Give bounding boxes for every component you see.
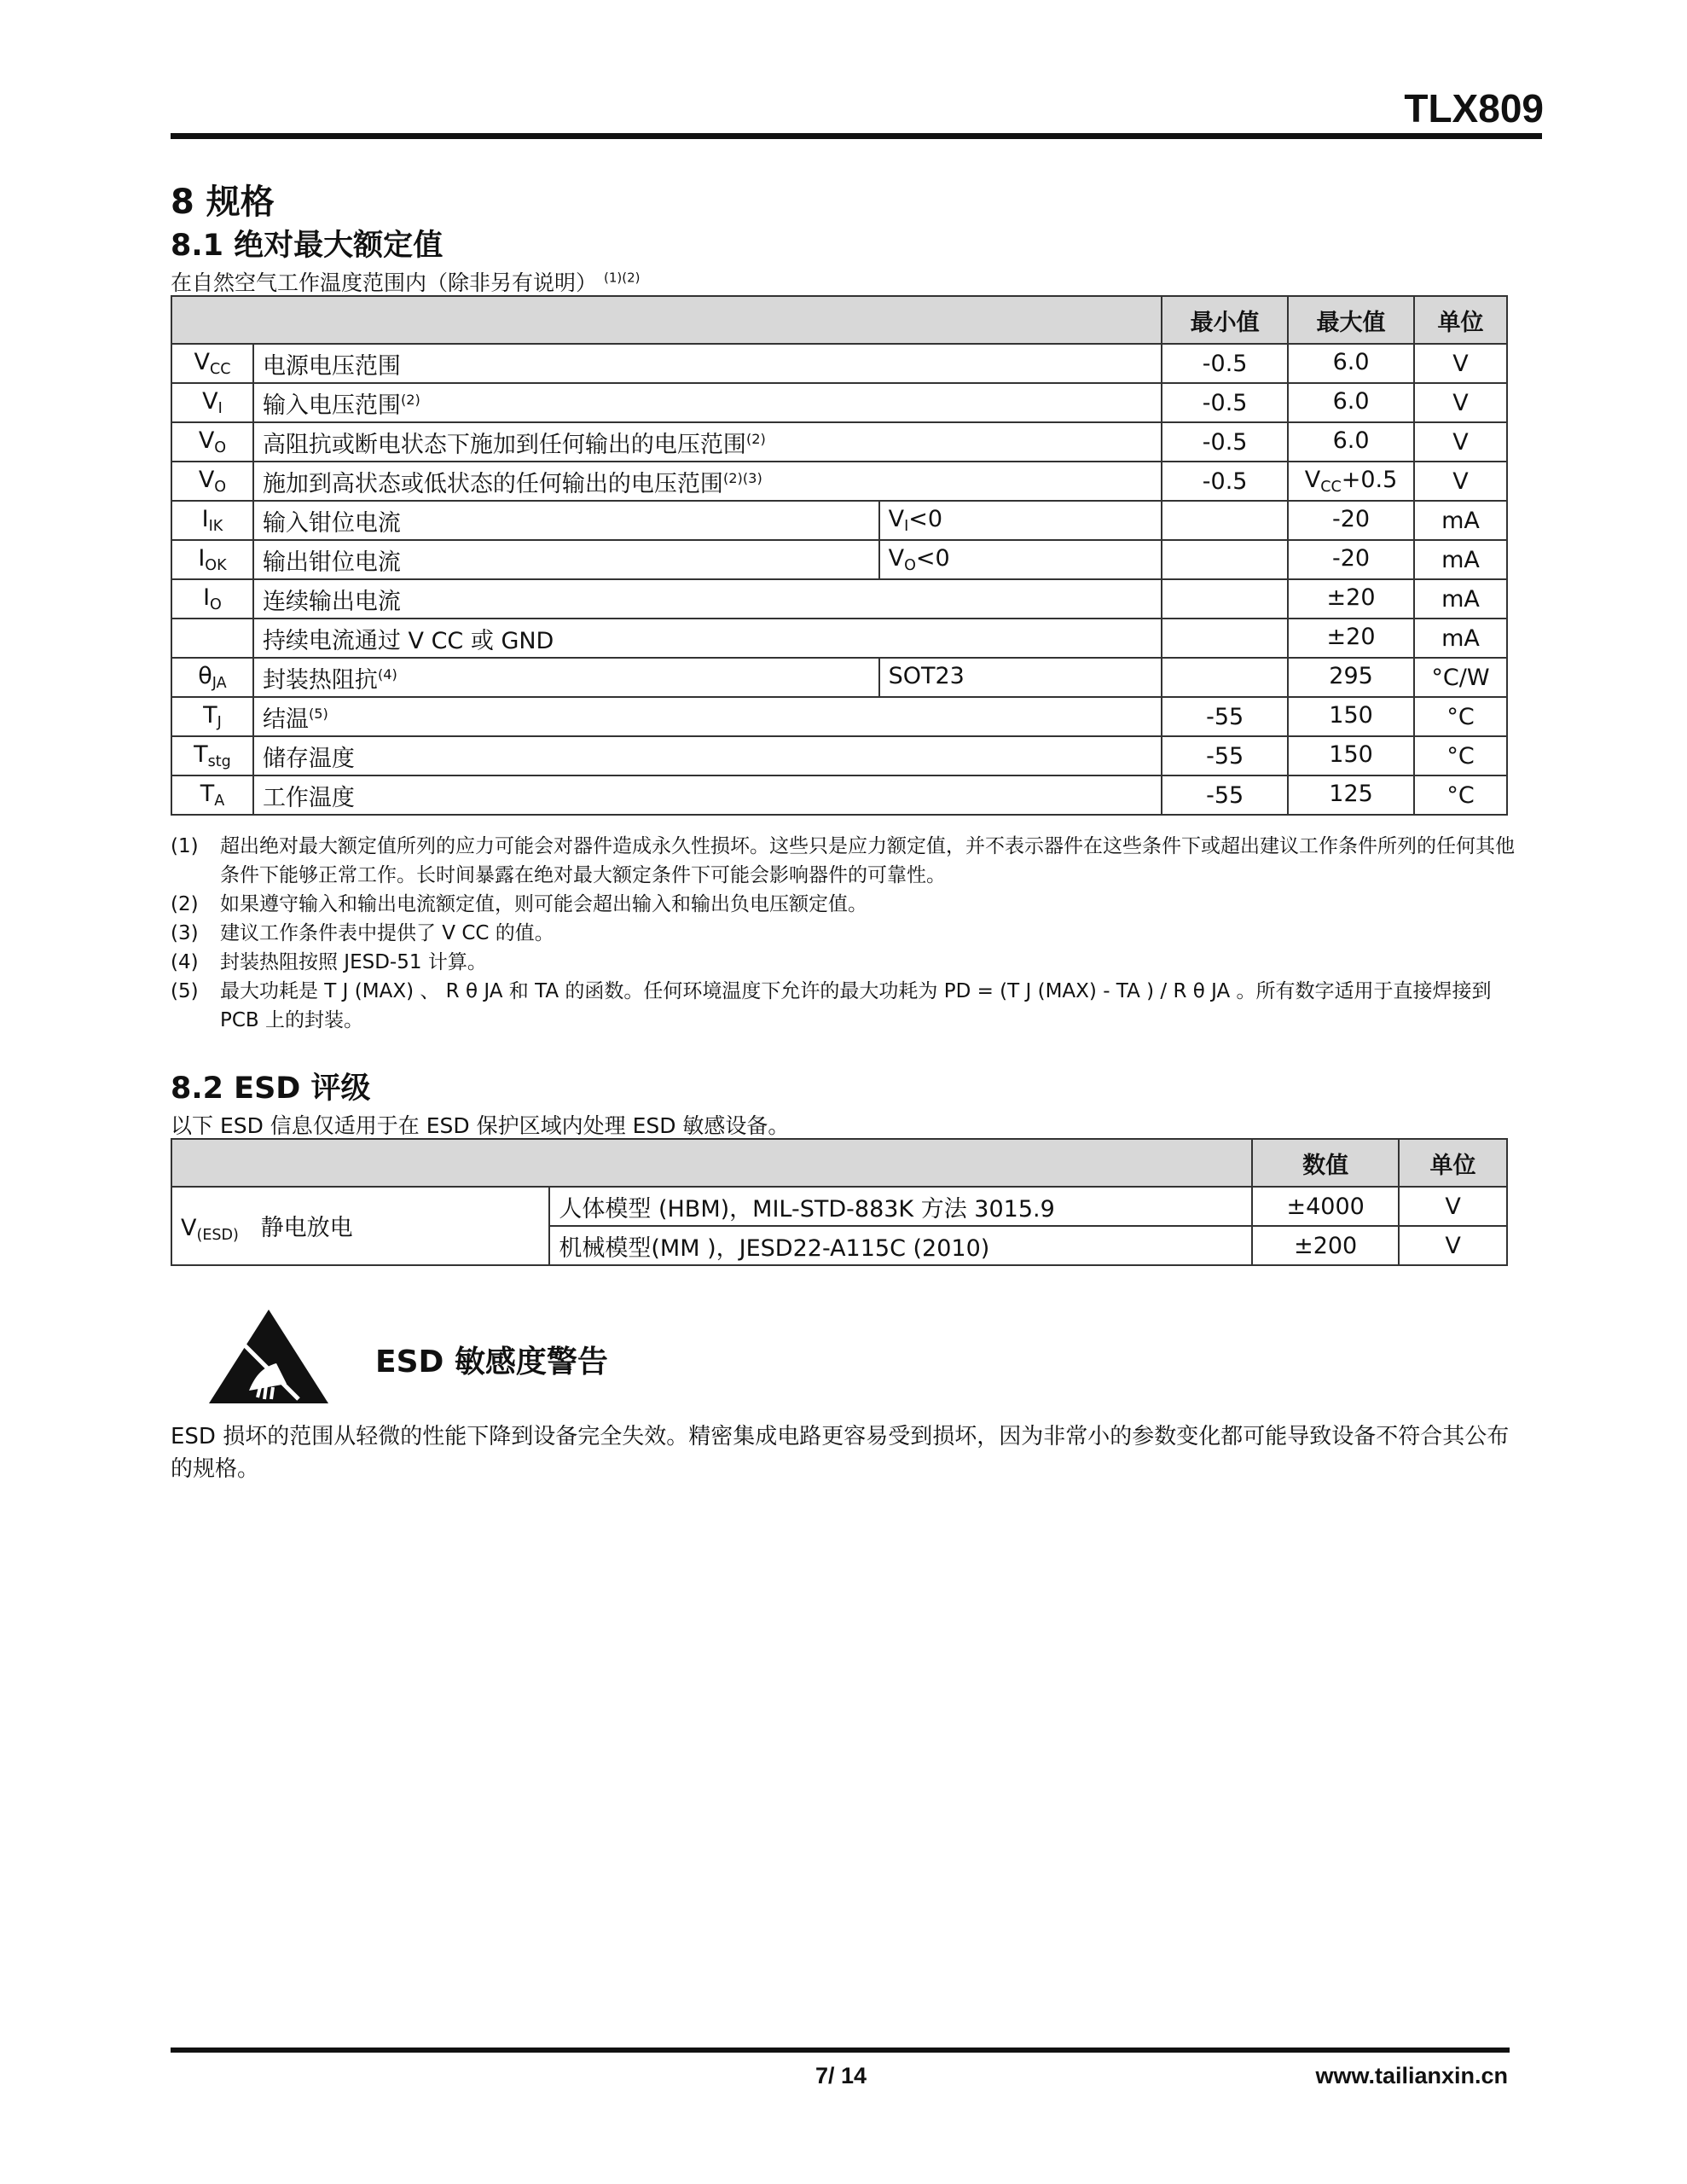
footnote	[171, 890, 1518, 919]
footer-rule	[171, 2048, 1510, 2053]
table-header-row	[171, 296, 1507, 344]
parameter-cell: 储存温度	[253, 736, 1162, 775]
esd-warning-icon	[205, 1305, 333, 1408]
symbol-cell: $T_A$	[171, 775, 253, 815]
section-81-title: 8.1 绝对最大额定值	[171, 229, 443, 263]
section-8-title: 8 规格	[171, 183, 275, 222]
footnote-number: (2)	[171, 893, 199, 915]
unit-cell: °C	[1414, 736, 1507, 775]
min-cell: -0.5	[1162, 422, 1288, 462]
max-cell: -20	[1288, 540, 1414, 579]
table-row	[171, 462, 1507, 501]
symbol-cell: $T_J$	[171, 697, 253, 736]
min-cell: -55	[1162, 775, 1288, 815]
min-cell	[1162, 579, 1288, 619]
table-row	[171, 1187, 1507, 1226]
min-cell: -0.5	[1162, 383, 1288, 422]
table-row	[171, 658, 1507, 697]
esd-model: 机械模型(MM )，JESD22-A115C (2010)	[549, 1226, 1252, 1265]
table-row	[171, 422, 1507, 462]
esd-unit: V	[1399, 1187, 1507, 1226]
table-row	[171, 775, 1507, 815]
section-81-subtitle	[171, 266, 640, 297]
footnote-number: (1)	[171, 835, 199, 857]
parameter-cell: 输出钳位电流	[253, 540, 879, 579]
max-cell: 125	[1288, 775, 1414, 815]
document-title: TLX809	[1404, 86, 1544, 131]
unit-cell: mA	[1414, 619, 1507, 658]
footnote-number: (3)	[171, 922, 199, 944]
page-number: 7/ 14	[815, 2063, 867, 2088]
condition-cell: $V_I<0$	[879, 501, 1162, 540]
esd-ratings-table	[171, 1138, 1508, 1266]
header-rule	[171, 133, 1542, 139]
esd-unit: V	[1399, 1226, 1507, 1265]
symbol-cell: $V_O$	[171, 422, 253, 462]
header-blank	[171, 296, 1162, 344]
min-cell	[1162, 501, 1288, 540]
parameter-cell: 高阻抗或断电状态下施加到任何输出的电压范围$^{(2)}$	[253, 422, 1162, 462]
table-row	[171, 540, 1507, 579]
footnote-text: 最大功耗是 T J (MAX) 、 R θ JA 和 TA 的函数。任何环境温度下允许的最大功耗为 PD = (T J (MAX) - TA ) / R θ JA 。所有数字适用于直接焊接到 PCB 上的封装。	[220, 980, 1492, 1031]
footnote	[171, 948, 1518, 977]
esd-value: ±4000	[1252, 1187, 1399, 1226]
header-max: 最大值	[1288, 296, 1414, 344]
esd-param: 静电放电	[260, 1214, 353, 1241]
symbol-cell: $V_I$	[171, 383, 253, 422]
condition-cell: SOT23	[879, 658, 1162, 697]
table-row	[171, 736, 1507, 775]
esd-symbol-param	[171, 1187, 549, 1265]
min-cell: -0.5	[1162, 344, 1288, 383]
min-cell: -55	[1162, 736, 1288, 775]
esd-warning-title: ESD 敏感度警告	[375, 1345, 608, 1380]
parameter-cell: 输入电压范围$^{(2)}$	[253, 383, 1162, 422]
esd-symbol: $V_{(ESD)}$	[181, 1214, 239, 1244]
symbol-cell	[171, 619, 253, 658]
footnote-text: 如果遵守输入和输出电流额定值，则可能会超出输入和输出负电压额定值。	[220, 893, 867, 915]
min-cell: -0.5	[1162, 462, 1288, 501]
max-cell: -20	[1288, 501, 1414, 540]
esd-header-row	[171, 1139, 1507, 1187]
esd-value: ±200	[1252, 1226, 1399, 1265]
max-cell: 150	[1288, 697, 1414, 736]
max-cell: ±20	[1288, 579, 1414, 619]
section-81-subtitle-text: 在自然空气工作温度范围内（除非另有说明）	[171, 270, 598, 295]
parameter-cell: 输入钳位电流	[253, 501, 879, 540]
parameter-cell: 连续输出电流	[253, 579, 1162, 619]
footnote	[171, 832, 1518, 890]
unit-cell: °C	[1414, 697, 1507, 736]
footnotes	[171, 832, 1518, 1035]
max-cell: $V_{CC}+0.5$	[1288, 462, 1414, 501]
footnote-number: (5)	[171, 980, 199, 1002]
table-row	[171, 383, 1507, 422]
min-cell	[1162, 619, 1288, 658]
esd-header-value: 数值	[1252, 1139, 1399, 1187]
table-row	[171, 579, 1507, 619]
unit-cell: °C/W	[1414, 658, 1507, 697]
footnote	[171, 977, 1518, 1035]
footnote-text: 建议工作条件表中提供了 V CC 的值。	[220, 922, 554, 944]
max-cell: 6.0	[1288, 383, 1414, 422]
symbol-cell: $T_{stg}$	[171, 736, 253, 775]
footnote-number: (4)	[171, 951, 199, 973]
unit-cell: V	[1414, 422, 1507, 462]
header-min: 最小值	[1162, 296, 1288, 344]
parameter-cell: 电源电压范围	[253, 344, 1162, 383]
absolute-max-ratings-table	[171, 295, 1508, 816]
section-82-subtitle: 以下 ESD 信息仅适用于在 ESD 保护区域内处理 ESD 敏感设备。	[171, 1113, 790, 1138]
esd-header-unit: 单位	[1399, 1139, 1507, 1187]
max-cell: ±20	[1288, 619, 1414, 658]
footnote-text: 超出绝对最大额定值所列的应力可能会对器件造成永久性损坏。这些只是应力额定值，并不表示器件在这些条件下或超出建议工作条件所列的任何其他条件下能够正常工作。长时间暴露在绝对最大额定条件下可能会影响器件的可靠性。	[220, 835, 1515, 886]
min-cell	[1162, 658, 1288, 697]
parameter-cell: 封装热阻抗$^{(4)}$	[253, 658, 879, 697]
parameter-cell: 工作温度	[253, 775, 1162, 815]
unit-cell: °C	[1414, 775, 1507, 815]
symbol-cell: $I_{IK}$	[171, 501, 253, 540]
symbol-cell: $V_O$	[171, 462, 253, 501]
esd-model: 人体模型 (HBM)，MIL-STD-883K 方法 3015.9	[549, 1187, 1252, 1226]
header-unit: 单位	[1414, 296, 1507, 344]
symbol-cell: $I_{OK}$	[171, 540, 253, 579]
section-81-subtitle-footnote-ref: (1)(2)	[603, 270, 641, 286]
max-cell: 6.0	[1288, 422, 1414, 462]
condition-cell: $V_O<0$	[879, 540, 1162, 579]
unit-cell: mA	[1414, 501, 1507, 540]
min-cell: -55	[1162, 697, 1288, 736]
unit-cell: mA	[1414, 540, 1507, 579]
footnote	[171, 919, 1518, 948]
max-cell: 6.0	[1288, 344, 1414, 383]
max-cell: 295	[1288, 658, 1414, 697]
section-82-title: 8.2 ESD 评级	[171, 1072, 371, 1106]
parameter-cell: 施加到高状态或低状态的任何输出的电压范围$^{(2)(3)}$	[253, 462, 1162, 501]
table-row	[171, 501, 1507, 540]
symbol-cell: $I_O$	[171, 579, 253, 619]
table-row	[171, 344, 1507, 383]
symbol-cell: $\theta_{JA}$	[171, 658, 253, 697]
footer-url: www.tailianxin.cn	[1315, 2063, 1508, 2088]
parameter-cell: 结温$^{(5)}$	[253, 697, 1162, 736]
min-cell	[1162, 540, 1288, 579]
max-cell: 150	[1288, 736, 1414, 775]
absolute-max-ratings-body	[171, 344, 1507, 815]
footnote-text: 封装热阻按照 JESD-51 计算。	[220, 951, 487, 973]
esd-header-blank	[171, 1139, 1252, 1187]
unit-cell: V	[1414, 462, 1507, 501]
unit-cell: V	[1414, 344, 1507, 383]
symbol-cell: $V_{CC}$	[171, 344, 253, 383]
unit-cell: mA	[1414, 579, 1507, 619]
table-row	[171, 697, 1507, 736]
table-row	[171, 619, 1507, 658]
parameter-cell: 持续电流通过 V CC 或 GND	[253, 619, 1162, 658]
esd-warning-text: ESD 损坏的范围从轻微的性能下降到设备完全失效。精密集成电路更容易受到损坏，因为非常小的参数变化都可能导致设备不符合其公布的规格。	[171, 1424, 1510, 1482]
unit-cell: V	[1414, 383, 1507, 422]
